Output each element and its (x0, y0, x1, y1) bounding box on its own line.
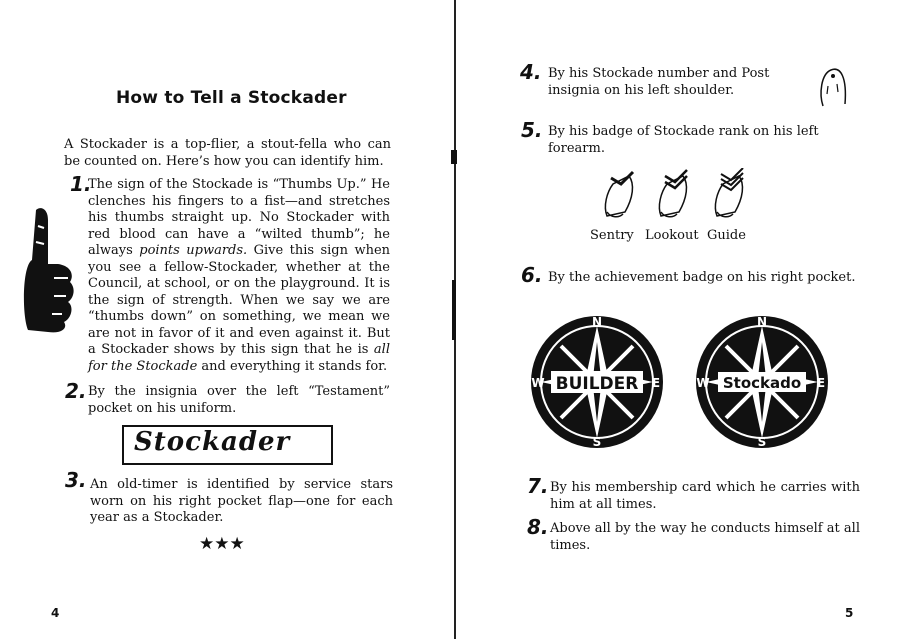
insignia-script: Stockader (134, 427, 291, 457)
item-number-2: 2. (65, 379, 87, 403)
builder-badge (527, 312, 667, 452)
thumbs-up-illustration (18, 206, 78, 336)
builder-badge-label: BUILDER (555, 374, 639, 394)
builder-badge-e: E (651, 376, 661, 390)
stockado-badge-label: Stockado (722, 374, 802, 392)
stockado-badge (692, 312, 832, 452)
item-number-5: 5. (521, 118, 543, 142)
item-8-text: Above all by the way he conducts himself at all times. (550, 521, 860, 553)
item-7-text: By his membership card which he carries with him at all times. (550, 480, 860, 512)
lookout-rank-icon (653, 168, 695, 220)
item-2-text: By the insignia over the left “Testament” pocket on his uniform. (88, 384, 390, 416)
rank-label-sentry: Sentry (590, 228, 634, 243)
intro-paragraph: A Stockader is a top-flier, a stout-fella who can be counted on. Here’s how you can identify him. (64, 137, 391, 169)
rank-label-lookout: Lookout (645, 228, 699, 243)
item-6-text: By the achievement badge on his right pocket. (548, 270, 856, 285)
item-4-text: By his Stockade number and Post insignia on his left shoulder. (548, 66, 770, 98)
item-1-text (88, 177, 390, 375)
item-3-text: An old-timer is identified by service stars worn on his right pocket flap—one for each year as a Stockader. (90, 477, 393, 525)
item-number-8: 8. (527, 515, 549, 539)
page-number-left: 4 (51, 606, 60, 620)
item-5-text: By his badge of Stockade rank on his left forearm. (548, 124, 819, 156)
item-number-1: 1. (70, 172, 92, 196)
item-number-7: 7. (527, 474, 549, 498)
item-1-text-a: The sign of the Stockade is “Thumbs Up.” He clenches his fingers to a fist—and stretches his thumbs straight up. No Stockader with red blood can have a “wilted thumb”; he always (88, 177, 390, 258)
builder-badge-n: N (591, 315, 603, 329)
service-stars: ★★★ (199, 534, 245, 554)
shoulder-insignia-icon (817, 64, 849, 108)
page-number-right: 5 (845, 606, 854, 620)
item-1-emphasis-a: points upwards. (139, 243, 248, 258)
item-number-4: 4. (520, 60, 542, 84)
sentry-rank-icon (599, 168, 641, 220)
builder-badge-w: W (531, 376, 545, 390)
rank-label-guide: Guide (707, 228, 746, 243)
stockader-insignia (122, 425, 333, 465)
stockado-badge-s: S (757, 435, 767, 449)
page-title: How to Tell a Stockader (116, 88, 347, 108)
stockado-badge-n: N (756, 315, 768, 329)
guide-rank-icon (709, 168, 751, 220)
item-1-text-c: and everything it stands for. (197, 358, 388, 374)
right-page (455, 0, 900, 639)
item-1-emphasis-b: all for the Stockade (88, 342, 390, 374)
item-number-3: 3. (65, 468, 87, 492)
item-number-6: 6. (521, 263, 543, 287)
builder-badge-s: S (592, 435, 602, 449)
item-1-text-b: Give this sign when you see a fellow-Stockader, whether at the Council, at school, or on the playground. It is the sign of strength. When we say we are “thumbs down” on something, we mean we are not in favor of it and even against it. But a Stockader shows by this sign that he is (88, 243, 391, 357)
stockado-badge-e: E (816, 376, 826, 390)
stockado-badge-w: W (696, 376, 710, 390)
